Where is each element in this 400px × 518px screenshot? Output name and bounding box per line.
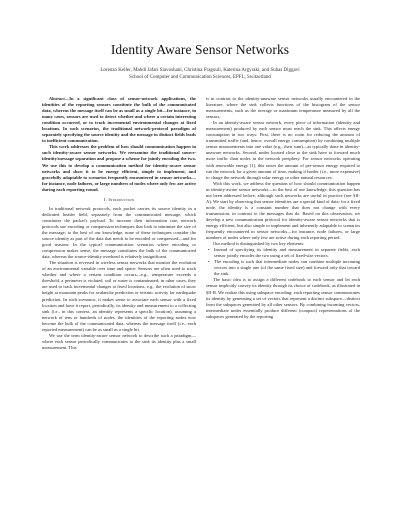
body-paragraph-2: In an identity-aware sensor network, every piece of information (identity and measurement) produced by each sensor must reach the sink. This affects energy consumption in two ways: First, there is no room for reducing the amount of transmitted traffic (and, hence, overall energy consumption) by combining multiple sensor measurements into one value (e.g., their sum)—as typically done in identity-unaware networks. Second, nodes located close to the sink have to forward much more traffic than nodes in the network periphery. For sensor networks operating with renewable energy [1], this raises the amount of per-sensor energy required to run the network for a given amount of time, making it harder (i.e., more expensive) to charge the network through solar energy or other natural resources. [206, 120, 360, 180]
body-paragraph-5: The basic idea is to assign a different codebook to each sensor and let each sensor implicitly convey its identity through its choice of codebook, as illustrated in §II-B. We realize this using subspace encoding: each reporting sensor communicates its identity by generating a set of vectors that represent a distinct subspace—distinct from the subspaces generated by all other sensors. By combining incoming vectors, intermediate nodes essentially produce different (compact) representations of the subspaces generated by the reporting [206, 277, 360, 319]
abstract-text-1: —In a significant class of sensor-network applications, the identities of the reporting sensors constitute the bulk of the communicated data, whereas the message itself can be as small as a single bit—for instance, in many cases, sensors are used to detect whether and where a certain interesting condition occurred, or to track incremental environmental changes at fixed locations. In such scenarios, the traditional network-protocol paradigm of separately specifying the source identity and the message in distinct fields leads to inefficient communication. [42, 96, 196, 144]
left-column [42, 96, 196, 508]
right-column [206, 96, 360, 508]
abstract-label: Abstract [49, 96, 65, 101]
abstract-paragraph-1 [42, 96, 196, 144]
intro-paragraph-2: The situation is reversed in wireless sensor networks that monitor the evolution of an environmental variable over time and space: Sensors are often used to track whether and where a certain condition occurs—e.g., temperature exceeds a threshold, a perimeter is violated, soil or water is contaminated; in other cases, they are used to track incremental changes at fixed locations, e.g., the evolution of snow height at mountain peaks for avalanche prediction or seismic activity for earthquake prediction. In such scenarios, it makes sense to associate each sensor with a fixed location and have it report, periodically, its identity and measurement to a collecting sink (i.e., in this context, an identity represents a specific location); assuming a network of tens or hundreds of nodes, the identities of the reporting nodes now become the bulk of the communicated data, whereas the message itself (i.e., each reported measurement) can be as small as a single bit. [42, 260, 196, 332]
abstract [42, 96, 196, 193]
body-paragraph-4: Our method is distinguished by two key elements: [213, 241, 305, 247]
list-item: • The encoding is such that intermediate nodes can combine multiple incoming vectors into a single one (of the same fixed size) and forward only that toward the sink. [214, 259, 360, 277]
abstract-paragraph-2: This work addresses the problem of how should communication happen in such identity-aware sensor networks. We reexamine the traditional source-identity/message separation and propose a scheme for jointly encoding the two. We use this to develop a communication method for identity-aware sensor networks and show it to be energy efficient, simple to implement, and gracefully adaptable to scenarios frequently encountered in sensor networks—for instance, node failures, or large numbers of nodes where only few are active during each reporting round. [42, 144, 196, 192]
intro-paragraph-3: We use the term identity-aware sensor network to describe such a paradigm—where each sensor periodically communicates to the sink its identity plus a small measurement. This [42, 332, 196, 350]
author-list: Lorenzo Keller, Mahdi Jafari Siavoshani, Christina Fragouli, Katerina Argyraki, and Suhas Diggavi [100, 68, 300, 73]
affiliation: School of Computer and Communication Sciences, EPFL, Switzerland [129, 75, 271, 80]
body-paragraph-3: With this work, we address the question of how should communication happen in identity-aware sensor networks—to the best of our knowledge, this question has not been addressed before, although such networks are useful in practice (see §II-A). We start by observing that sensor identities are a special kind of data: for a fixed node, the identity is a constant number that does not change with every transmission, in contrast to the messages that do. Based on this observation, we develop a new communication protocol for identity-aware sensor networks that is energy efficient, but also simple to implement and inherently adaptable to scenarios frequently encountered in sensor networks—for instance, node failures, or large numbers of nodes where only few are active during each reporting period. [206, 180, 360, 241]
key-elements-list [206, 247, 360, 277]
intro-paragraph-1: In traditional network protocols, each packet carries its source identity in a dedicated header field, separately from the communicated message, which constitutes the packet's payload. To increase their information rate, network protocols use encoding or compression techniques that look to minimize the size of the message; to the best of our knowledge, none of these techniques consider the source identity as part of the data that needs to be encoded or compressed—and for good reasons: In the typical communication scenarios where encoding or compression makes sense, the message constitutes the bulk of the communicated data, whereas the source-identity overhead is relatively insignificant. [42, 205, 196, 260]
paper-title: Identity Aware Sensor Networks [110, 42, 290, 57]
body-paragraph-1: is in contrast to the identity-unaware sensor networks usually encountered in the literature, where the sink collects functions of the histogram of the sensor measurements, such as the average or maximum temperature measured by all the sensors. [206, 96, 360, 120]
section-heading-introduction: I. Introduction [104, 196, 134, 202]
list-item: • Instead of specifying its identity and measurement in separate fields, each sensor jointly encodes the two using a set of fixed-size vectors. [214, 247, 360, 259]
